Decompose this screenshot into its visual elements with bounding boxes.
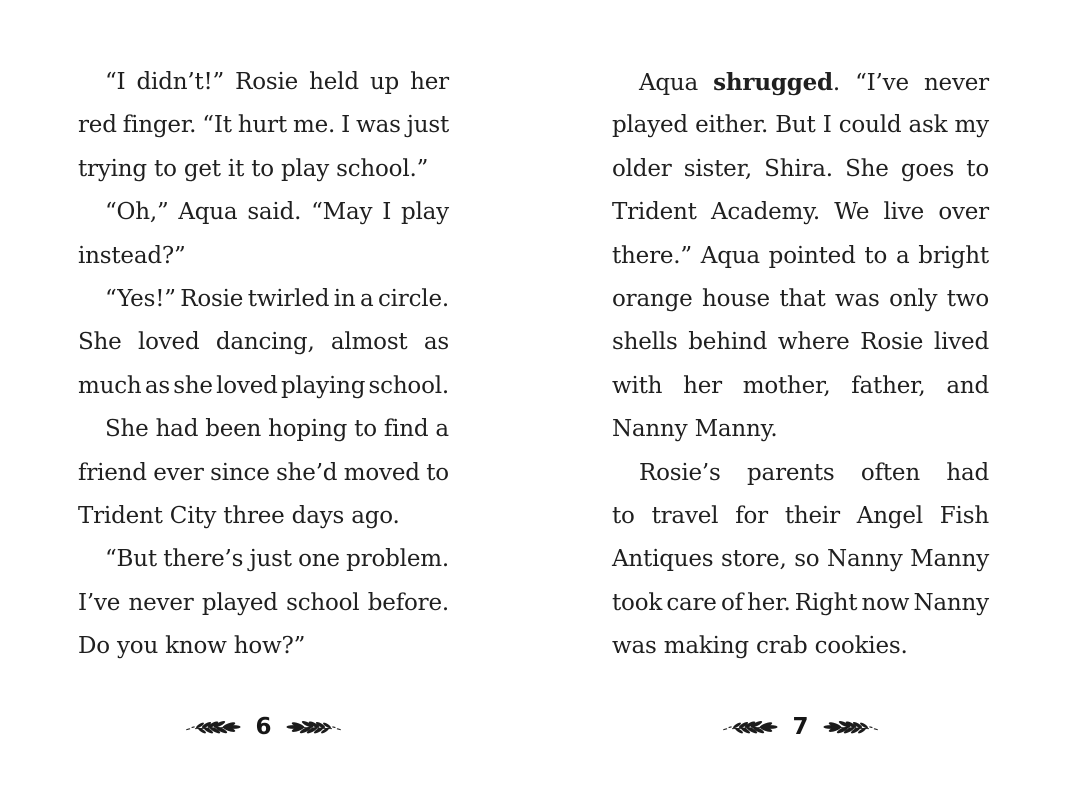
text-line: Do you know how?” <box>78 633 306 660</box>
text-line: Antiques store, so Nanny Manny <box>612 546 989 573</box>
text-line: She had been hoping to find a <box>105 416 449 443</box>
text-line: there.” Aqua pointed to a bright <box>612 242 989 269</box>
text-line: with her mother, father, and <box>612 372 989 399</box>
page-footer-left <box>78 704 449 750</box>
laurel-sprig-right-icon <box>285 719 342 735</box>
text-line: took care of her. Right now Nanny <box>612 589 989 616</box>
text-line: red finger. “It hurt me. I was just <box>78 112 449 139</box>
text-line: “Yes!” Rosie twirled in a circle. <box>105 285 449 312</box>
laurel-sprig-right-icon <box>822 719 879 735</box>
text-line: instead?” <box>78 242 186 269</box>
page-number-right: 7 <box>792 713 809 740</box>
text-line: older sister, Shira. She goes to <box>612 155 989 182</box>
page-right-text-block <box>612 61 989 668</box>
text-line: trying to get it to play school.” <box>78 155 429 182</box>
text-line: much as she loved playing school. <box>78 372 449 399</box>
text-line: Trident City three days ago. <box>78 502 400 529</box>
page-left-text-block <box>78 61 449 668</box>
page-number-left: 6 <box>255 713 272 740</box>
page-footer-right <box>612 704 989 750</box>
text-line: Rosie’s parents often had <box>639 459 989 486</box>
text-line: “I didn’t!” Rosie held up her <box>105 69 449 95</box>
text-line: orange house that was only two <box>612 285 989 312</box>
text-line: “But there’s just one problem. <box>105 546 449 573</box>
laurel-sprig-left-icon <box>722 719 779 735</box>
text-line: shells behind where Rosie lived <box>612 329 989 356</box>
text-line: I’ve never played school before. <box>78 589 449 616</box>
text-line: Trident Academy. We live over <box>612 199 989 226</box>
text-line: was making crab cookies. <box>612 633 908 660</box>
text-line: Aqua shrugged. “I’ve never <box>639 69 989 96</box>
text-line: Nanny Manny. <box>612 416 778 443</box>
text-line: played either. But I could ask my <box>612 112 989 139</box>
text-line: friend ever since she’d moved to <box>78 459 449 486</box>
text-line: to travel for their Angel Fish <box>612 502 989 529</box>
text-line: She loved dancing, almost as <box>78 329 449 356</box>
text-line: “Oh,” Aqua said. “May I play <box>105 199 449 226</box>
laurel-sprig-left-icon <box>185 719 242 735</box>
